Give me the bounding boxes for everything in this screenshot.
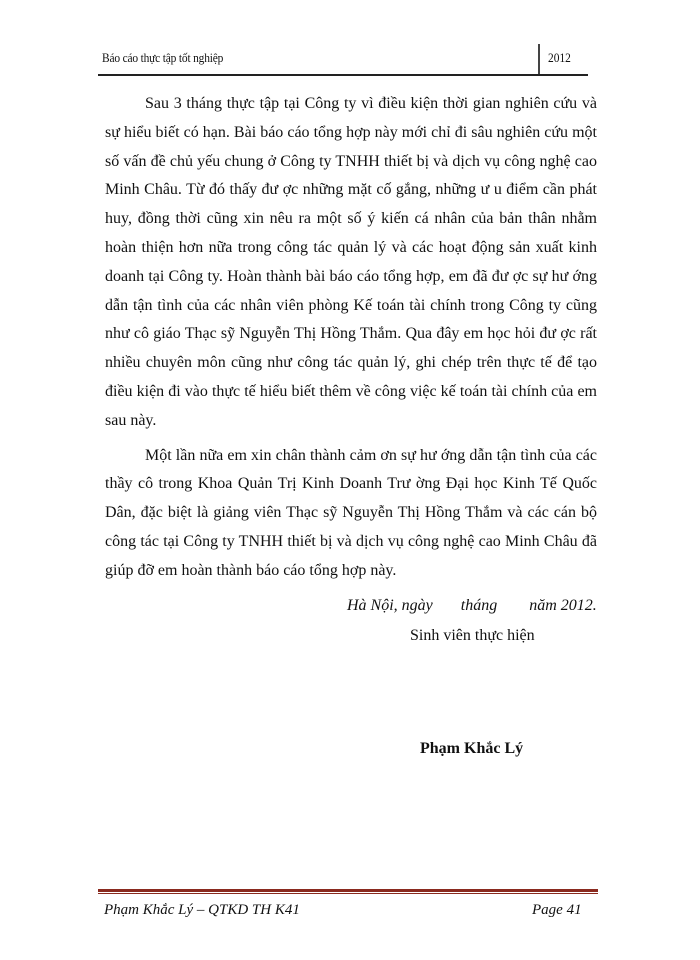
page-header <box>98 44 588 74</box>
footer-rule <box>98 889 598 892</box>
paragraph-thanks: Một lần nữa em xin chân thành cảm ơn sự hư ớng dẫn tận tình của các thầy cô trong Khoa Quản Trị Kinh Doanh Trư ờng Đại học Kinh Tế Quốc Dân, đặc biệt là giảng viên Thạc sỹ Nguyễn Thị Hồng Thắm và các cán bộ công tác tại Công ty TNHH thiết bị và dịch vụ công nghệ cao Minh Châu đã giúp đỡ em hoàn thành báo cáo tổng hợp này. <box>105 446 597 579</box>
footer-author: Phạm Khắc Lý – QTKD TH K41 <box>104 902 300 918</box>
header-rule <box>98 74 588 76</box>
header-title: Báo cáo thực tập tốt nghiệp <box>102 50 224 65</box>
place-date: Hà Nội, ngày tháng năm 2012. <box>347 597 597 614</box>
signer-role: Sinh viên thực hiện <box>410 627 535 644</box>
header-divider <box>538 44 540 74</box>
footer-rule-thin <box>98 893 598 894</box>
document-body <box>105 90 597 592</box>
header-year: 2012 <box>548 50 571 65</box>
paragraph-summary: Sau 3 tháng thực tập tại Công ty vì điều kiện thời gian nghiên cứu và sự hiểu biết có hạn. Bài báo cáo tổng hợp này mới chỉ đi sâu nghiên cứu một số vấn đề chủ yếu chung ở Công ty TNHH thiết bị và dịch vụ công nghệ cao Minh Châu. Từ đó thấy đư ợc những mặt cố gắng, những ư u điểm cần phát huy, đồng thời cũng xin nêu ra một số ý kiến cá nhân của bản thân nhằm hoàn thiện hơn nữa trong công tác quản lý và các hoạt động sản xuất kinh doanh tại Công ty. Hoàn thành bài báo cáo tổng hợp, em đã đư ợc sự hư ớng dẫn tận tình của các nhân viên phòng Kế toán tài chính trong Công ty cũng như cô giáo Thạc sỹ Nguyễn Thị Hồng Thắm. Qua đây em học hỏi đư ợc rất nhiều chuyên môn cũng như công tác quản lý, ghi chép trên thực tế để tạo điều kiện đi vào thực tế hiểu biết thêm về công việc kế toán tài chính của em sau này. <box>105 95 597 429</box>
page-number: Page 41 <box>532 902 582 918</box>
signer-name: Phạm Khắc Lý <box>420 740 524 757</box>
